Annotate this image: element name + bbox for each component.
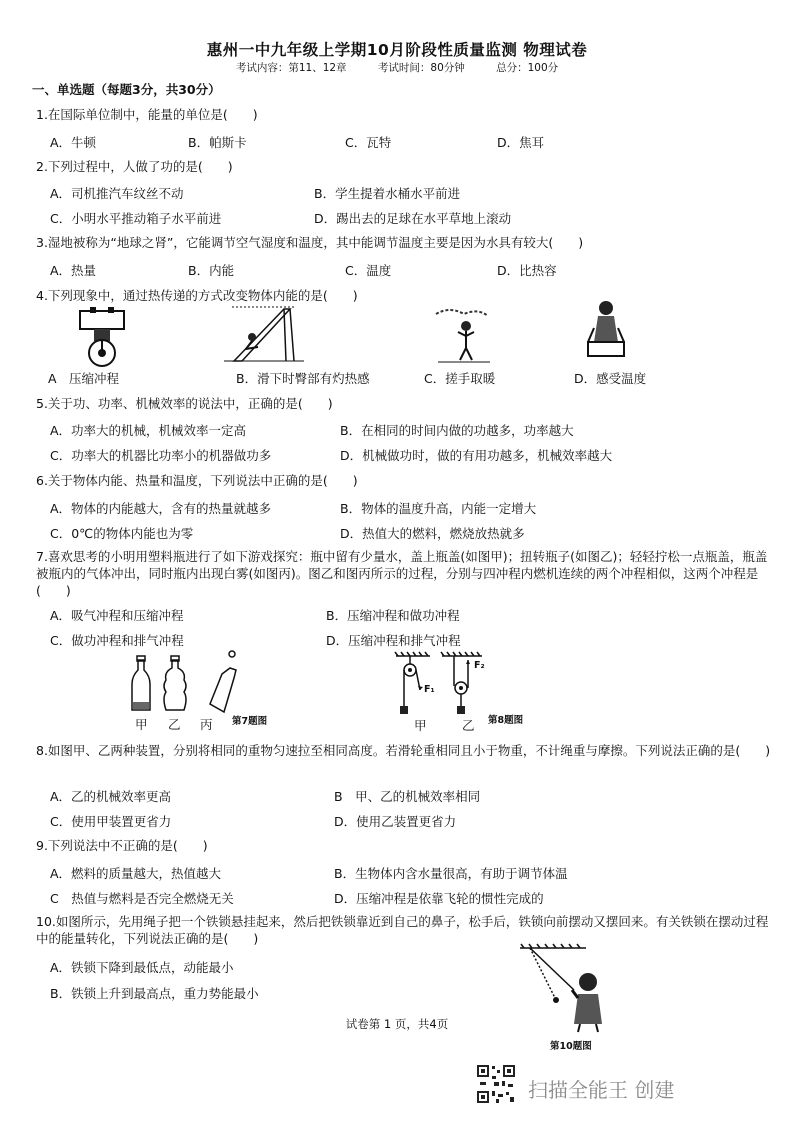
- q4-option-a: A 压缩冲程: [48, 371, 120, 386]
- q4-figure-c-rubbing-hands: [430, 306, 496, 364]
- q8-option-b: B 甲、乙的机械效率相同: [334, 789, 481, 804]
- q1-option-d: D．焦耳: [497, 135, 545, 150]
- question-2: 2.下列过程中，人做了功的是( ): [36, 159, 233, 174]
- q5-option-d: D．机械做功时，做的有用功越多，机械效率越大: [340, 448, 613, 463]
- q2-option-a: A．司机推汽车纹丝不动: [50, 186, 184, 201]
- q4-figure-b-slide: [224, 303, 304, 363]
- q10-caption: 第10题图: [550, 1041, 592, 1052]
- q6-option-c: C．0℃的物体内能也为零: [50, 526, 194, 541]
- question-7: 7.喜欢思考的小明用塑料瓶进行了如下游戏探究：瓶中留有少量水，盖上瓶盖(如图甲)；扭转瓶子(如图乙)；轻轻拧松一点瓶盖，瓶盖被瓶内的气体冲出，同时瓶内出现白雾(如图丙)。图乙和图丙所示的过程，分别与四冲程内燃机连续的两个冲程相似，这两个冲程是( ): [36, 549, 768, 598]
- q9-option-a: A．燃料的质量越大，热值越大: [50, 866, 222, 881]
- exam-scope: 考试内容：第11、12章: [235, 62, 347, 74]
- question-1: 1.在国际单位制中，能量的单位是( ): [36, 107, 258, 122]
- exam-score: 总分：100分: [496, 62, 559, 74]
- q7-figure-bottles: [128, 650, 248, 712]
- q10-option-b: B．铁锁上升到最高点，重力势能最小: [50, 986, 259, 1001]
- q7-caption: 第7题图: [232, 716, 268, 727]
- exam-time: 考试时间：80分钟: [377, 62, 465, 74]
- q4-option-b: B．滑下时臀部有灼热感: [236, 371, 370, 386]
- page-footer: 试卷第 1 页，共4页: [345, 1017, 449, 1031]
- q7-option-a: A．吸气冲程和压缩冲程: [50, 608, 184, 623]
- qr-code-icon: [476, 1064, 516, 1104]
- q3-option-a: A．热量: [50, 263, 97, 278]
- section-heading: 一、单选题（每题3分，共30分）: [32, 82, 221, 97]
- q9-option-c: C 热值与燃料是否完全燃烧无关: [50, 891, 234, 906]
- q2-option-b: B．学生提着水桶水平前进: [314, 186, 461, 201]
- q6-option-d: D．热值大的燃料，燃烧放热就多: [340, 526, 525, 541]
- q3-option-c: C．温度: [345, 263, 392, 278]
- q7-option-b: B．压缩冲程和做功冲程: [326, 608, 460, 623]
- exam-meta: [0, 60, 794, 75]
- q6-option-a: A．物体的内能越大，含有的热量就越多: [50, 501, 272, 516]
- q1-option-b: B．帕斯卡: [188, 135, 247, 150]
- question-9: 9.下列说法中不正确的是( ): [36, 838, 208, 853]
- q4-figure-a-engine: [72, 305, 132, 369]
- q1-option-a: A．牛顿: [50, 135, 97, 150]
- q1-option-c: C．瓦特: [345, 135, 392, 150]
- question-10: 10.如图所示，先用绳子把一个铁锁悬挂起来，然后把铁锁靠近到自己的鼻子，松手后，铁锁向前摆动又摆回来。有关铁锁在摆动过程中的能量转化，下列说法正确的是( ): [36, 914, 769, 946]
- q8-force-f1: F₁: [424, 684, 435, 695]
- q2-option-c: C．小明水平推动箱子水平前进: [50, 211, 222, 226]
- q4-option-d: D．感受温度: [574, 371, 647, 386]
- q10-option-a: A．铁锁下降到最低点，动能最小: [50, 960, 234, 975]
- q8-option-a: A．乙的机械效率更高: [50, 789, 172, 804]
- q4-figure-d-person: [580, 298, 632, 364]
- question-4: 4.下列现象中，通过热传递的方式改变物体内能的是( ): [36, 288, 358, 303]
- question-5: 5.关于功、功率、机械效率的说法中，正确的是( ): [36, 396, 333, 411]
- q8-caption: 第8题图: [488, 715, 524, 726]
- q8-label-jia: 甲: [414, 718, 427, 733]
- q7-label-bing: 丙: [200, 717, 213, 732]
- q8-force-f2: F₂: [474, 660, 485, 671]
- q9-option-b: B．生物体内含水量很高，有助于调节体温: [334, 866, 568, 881]
- question-3: 3.湿地被称为“地球之肾”，它能调节空气湿度和温度，其中能调节温度主要是因为水具有较大( ): [36, 235, 584, 250]
- q3-option-b: B．内能: [188, 263, 235, 278]
- question-6: 6.关于物体内能、热量和温度，下列说法中正确的是( ): [36, 473, 358, 488]
- q8-option-d: D．使用乙装置更省力: [334, 814, 457, 829]
- question-8: 8.如图甲、乙两种装置，分别将相同的重物匀速拉至相同高度。若滑轮重相同且小于物重，不计绳重与摩擦。下列说法正确的是( ): [36, 743, 771, 758]
- q7-label-jia: 甲: [135, 717, 148, 732]
- q7-label-yi: 乙: [168, 717, 181, 732]
- q4-option-c: C．搓手取暖: [424, 371, 496, 386]
- q3-option-d: D．比热容: [497, 263, 557, 278]
- q7-option-c: C．做功冲程和排气冲程: [50, 633, 184, 648]
- q7-option-d: D．压缩冲程和排气冲程: [326, 633, 461, 648]
- q5-option-a: A．功率大的机械，机械效率一定高: [50, 423, 247, 438]
- q9-option-d: D．压缩冲程是依靠飞轮的惯性完成的: [334, 891, 544, 906]
- scanner-watermark: 扫描全能王 创建: [528, 1078, 675, 1102]
- q8-label-yi: 乙: [462, 718, 475, 733]
- q6-option-b: B．物体的温度升高，内能一定增大: [340, 501, 537, 516]
- q2-option-d: D．踢出去的足球在水平草地上滚动: [314, 211, 512, 226]
- q5-option-b: B．在相同的时间内做的功越多，功率越大: [340, 423, 574, 438]
- q5-option-c: C．功率大的机器比功率小的机器做功多: [50, 448, 272, 463]
- exam-title: 惠州一中九年级上学期10月阶段性质量监测 物理试卷: [206, 41, 588, 59]
- q8-option-c: C．使用甲装置更省力: [50, 814, 172, 829]
